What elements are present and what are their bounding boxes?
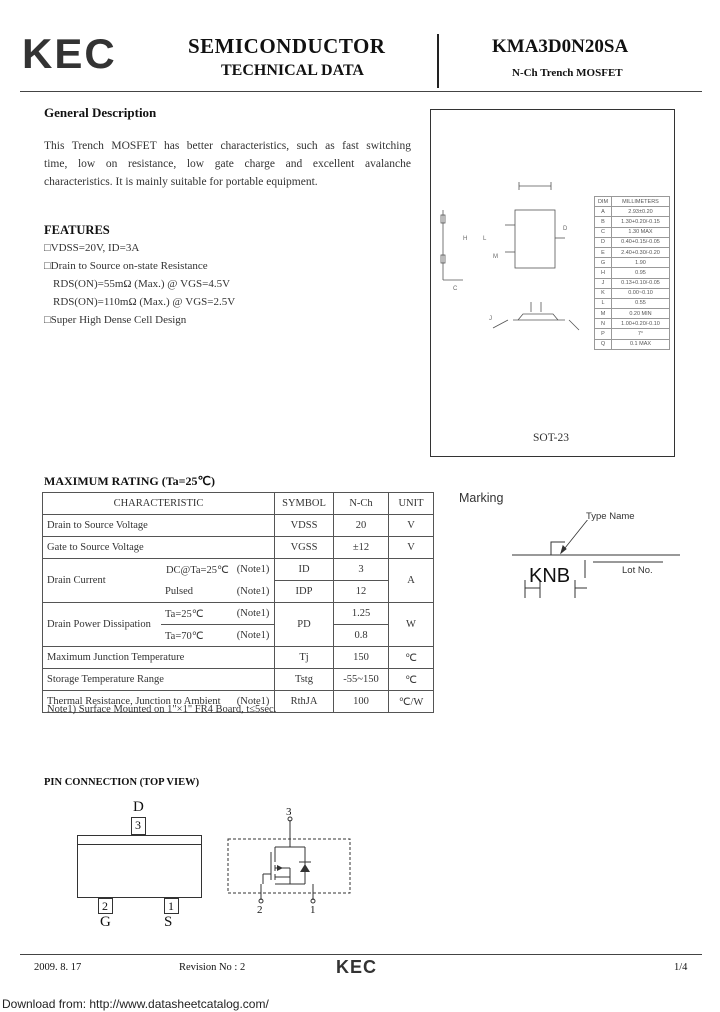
header-title: SEMICONDUCTOR xyxy=(188,34,386,58)
package-top-view xyxy=(515,210,555,268)
kec-logo: KEC xyxy=(22,30,117,77)
pin-g-label: G xyxy=(100,914,111,930)
general-description-heading: General Description xyxy=(44,105,157,120)
package-name: SOT-23 xyxy=(533,432,569,444)
table-row: Gate to Source Voltage VGSS ±12 V xyxy=(43,537,434,559)
description-line: time, low on resistance, low gate charge and excellent avalanche xyxy=(44,158,411,170)
svg-text:H: H xyxy=(463,236,468,242)
bullet-square-icon: □ xyxy=(44,260,51,272)
table-row: Maximum Junction Temperature Tj 150 ℃ xyxy=(43,647,434,669)
description-line: characteristics. It is mainly suitable for portable equipment. xyxy=(44,176,318,188)
part-type: N-Ch Trench MOSFET xyxy=(512,67,623,79)
header-subtitle: TECHNICAL DATA xyxy=(221,62,364,79)
marking-heading: Marking xyxy=(459,491,504,505)
package-body-top-view xyxy=(77,835,202,898)
feature-item: □Drain to Source on-state Resistance xyxy=(44,260,208,272)
table-row: Pulsed (Note1) IDP 12 xyxy=(43,581,434,603)
svg-text:M: M xyxy=(493,254,498,260)
channel-arrow-icon xyxy=(277,865,283,871)
mosfet-schematic xyxy=(225,812,355,907)
body-diode-icon xyxy=(300,864,310,872)
download-link[interactable]: Download from: http://www.datasheetcatalog.com/ xyxy=(2,997,269,1011)
table-row: Drain Power Dissipation Ta=25℃ (Note1) PD 1.25 W xyxy=(43,603,434,625)
pin1-marker-line xyxy=(78,844,201,845)
footer-page: 1/4 xyxy=(674,962,688,973)
pin-2-number: 2 xyxy=(102,899,108,913)
pin-s-label: S xyxy=(164,914,173,930)
max-rating-heading: MAXIMUM RATING (Ta=25℃) xyxy=(44,474,215,488)
part-number: KMA3D0N20SA xyxy=(492,36,629,57)
footer-revision: Revision No : 2 xyxy=(179,962,246,973)
package-outline-box xyxy=(430,109,675,457)
general-description-text xyxy=(44,137,411,191)
max-rating-table xyxy=(42,492,434,713)
table-header-row: CHARACTERISTIC SYMBOL N-Ch UNIT xyxy=(43,493,434,515)
pin-1-number: 1 xyxy=(168,899,174,913)
svg-text:D: D xyxy=(563,226,568,232)
pin-d-label: D xyxy=(133,799,144,815)
header-divider xyxy=(437,34,439,88)
description-line: This Trench MOSFET has better characteristics, such as fast switching xyxy=(44,140,411,152)
lot-label: Lot No. xyxy=(622,565,653,576)
marking-code: KNB xyxy=(529,565,571,587)
package-drawing xyxy=(433,180,593,360)
schematic-pin-3: 3 xyxy=(286,806,292,818)
svg-text:C: C xyxy=(453,286,458,292)
svg-text:L: L xyxy=(483,236,487,242)
bullet-square-icon: □ xyxy=(44,242,51,254)
svg-text:J: J xyxy=(489,316,492,322)
schematic-pin-1: 1 xyxy=(310,904,316,916)
schematic-pin-2: 2 xyxy=(257,904,263,916)
footer-rule xyxy=(20,954,702,955)
pin-connection-heading: PIN CONNECTION (TOP VIEW) xyxy=(44,777,200,788)
table-row: Drain Current DC@Ta=25℃ (Note1) ID 3 A xyxy=(43,559,434,581)
table-row: Thermal Resistance, Junction to Ambient (Note1) RthJA 100 ℃/W xyxy=(43,691,434,713)
header-rule xyxy=(20,91,702,92)
feature-item: □Super High Dense Cell Design xyxy=(44,314,187,326)
table-row: Ta=70℃ (Note1) 0.8 xyxy=(43,625,434,647)
feature-item: RDS(ON)=110mΩ (Max.) @ VGS=2.5V xyxy=(53,296,236,308)
footer-kec-logo: KEC xyxy=(336,957,378,977)
feature-item: RDS(ON)=55mΩ (Max.) @ VGS=4.5V xyxy=(53,278,231,290)
type-name-label: Type Name xyxy=(586,511,635,522)
feature-item: □VDSS=20V, ID=3A xyxy=(44,242,140,254)
table-row: Storage Temperature Range Tstg -55~150 ℃ xyxy=(43,669,434,691)
dimension-table: DIM MILLIMETERS A 2.93±0.20 B 1.30+0.20/-0.15 C 1.30 MAX D 0.40+0.15/-0.05 E 2.40+0.30/-0.20 G 1.90 H 0.95 J 0.13+0.10/-0.05 K 0.00~0.10 L 0.55 M 0.20 MIN N 1.00+0.20/-0.10 P 7° Q 0.1 MAX xyxy=(594,196,670,350)
bullet-square-icon: □ xyxy=(44,314,51,326)
features-list xyxy=(44,239,404,329)
marking-diagram xyxy=(505,520,685,600)
table-row: Drain to Source Voltage VDSS 20 V xyxy=(43,515,434,537)
pin-3-number: 3 xyxy=(135,818,141,832)
features-heading: FEATURES xyxy=(44,223,110,237)
max-rating-note: Note1) Surface Mounted on 1"×1" FR4 Board, t≤5sec. xyxy=(47,704,277,715)
footer-date: 2009. 8. 17 xyxy=(34,962,82,973)
